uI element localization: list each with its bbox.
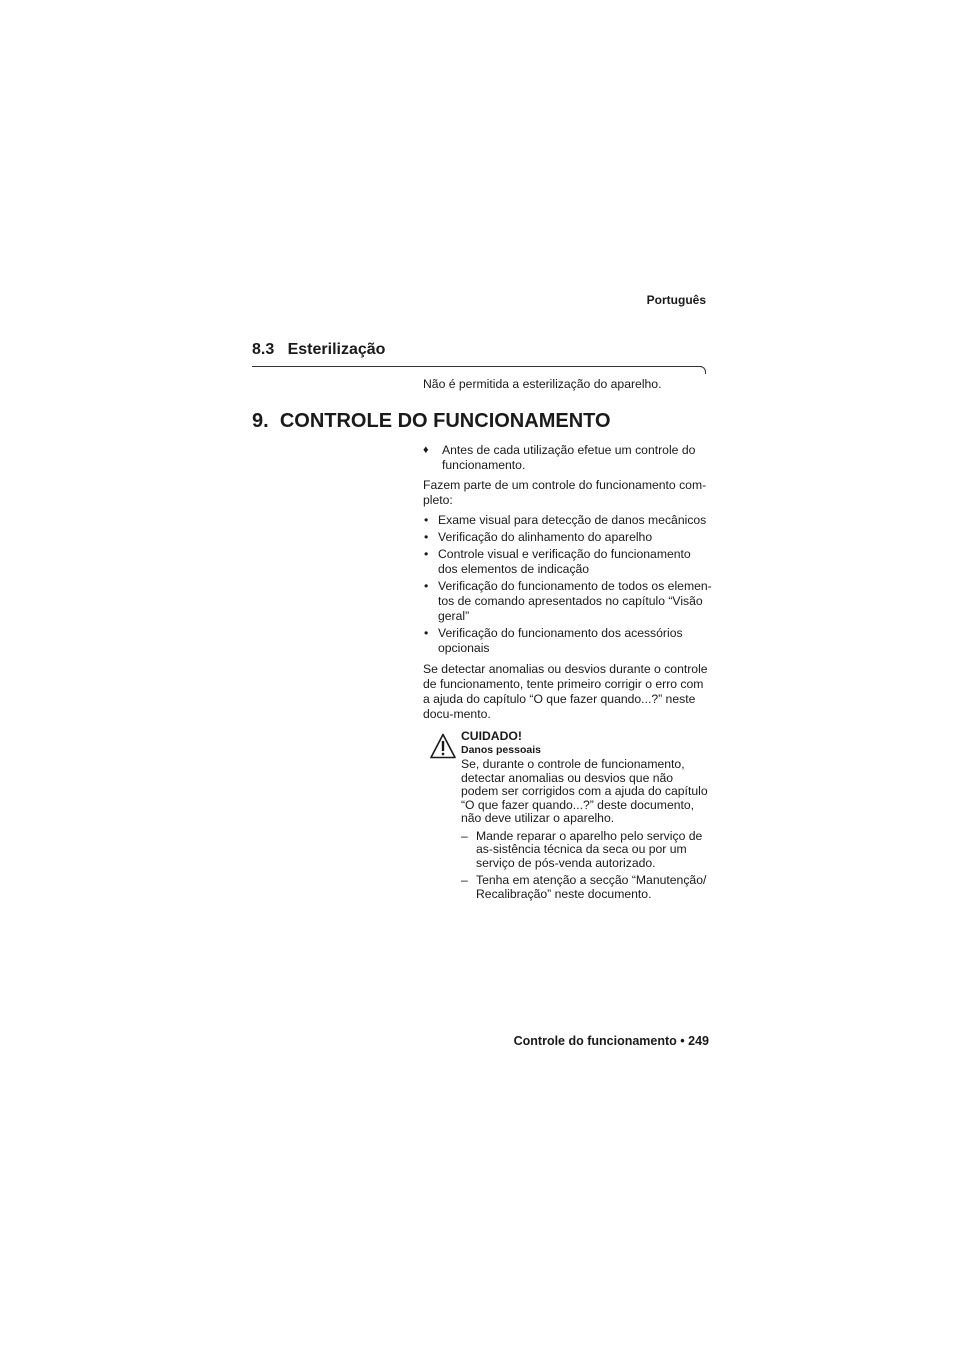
bullet-icon: • — [424, 626, 429, 640]
dash-bullet: – — [461, 828, 468, 843]
chapter-9-heading — [252, 410, 611, 433]
section-divider-end — [700, 366, 706, 374]
list-item-text: Verificação do funcionamento de todos os elemen-tos de comando apresentados no capítulo “Visão geral” — [438, 579, 712, 623]
page-footer: Controle do funcionamento • 249 — [513, 1034, 709, 1048]
list-item — [423, 626, 713, 656]
caution-block — [461, 729, 713, 901]
list-item-text: Verificação do alinhamento do aparelho — [438, 530, 653, 544]
check-list — [423, 513, 713, 658]
anomaly-paragraph: Se detectar anomalias ou desvios durante o controle de funcionamento, tente primeiro corrigir o erro com a ajuda do capítulo “O que fazer quando...?” neste docu-mento. — [423, 662, 708, 721]
section-number: 8.3 — [252, 341, 275, 358]
caution-title: CUIDADO! — [461, 729, 522, 743]
caution-step — [461, 874, 713, 901]
list-item — [423, 513, 713, 528]
intro-paragraph: Fazem parte de um controle do funcionamento com-pleto: — [423, 478, 707, 507]
list-item — [423, 530, 713, 545]
section-divider — [252, 366, 702, 367]
warning-triangle-icon — [430, 733, 456, 759]
diamond-bullet-icon: ♦ — [423, 444, 429, 456]
bullet-icon: • — [424, 579, 429, 593]
bullet-icon: • — [424, 513, 429, 527]
caution-subtitle: Danos pessoais — [461, 744, 541, 756]
bullet-icon: • — [424, 547, 429, 561]
caution-text: Se, durante o controle de funcionamento, detectar anomalias ou desvios que não podem ser corrigidos com a ajuda do capítulo “O que fazer quando...?” deste documento, não deve utilizar o aparelho. — [461, 757, 708, 825]
list-item-text: Verificação do funcionamento dos acessórios opcionais — [438, 626, 683, 655]
section-8-3-heading — [252, 341, 385, 359]
section-title: Esterilização — [287, 341, 386, 358]
action-step-text: Antes de cada utilização efetue um controle do funcionamento. — [442, 443, 696, 472]
caution-step — [461, 830, 713, 871]
sterilization-note: Não é permitida a esterilização do aparelho. — [423, 377, 662, 391]
caution-step-text: Tenha em atenção a secção “Manutenção/ Recalibração” neste documento. — [476, 873, 707, 901]
dash-bullet: – — [461, 873, 468, 887]
list-item-text: Controle visual e verificação do funcionamento dos elementos de indicação — [438, 547, 691, 576]
list-item — [423, 579, 713, 624]
language-label: Português — [646, 293, 706, 307]
chapter-title: CONTROLE DO FUNCIONAMENTO — [279, 410, 611, 432]
caution-step-text: Mande reparar o aparelho pelo serviço de as-sistência técnica da seca ou por um serviço de pós-venda autorizado. — [476, 828, 703, 870]
list-item — [423, 547, 713, 577]
chapter-number: 9. — [252, 410, 269, 432]
bullet-icon: • — [424, 530, 429, 544]
list-item-text: Exame visual para detecção de danos mecânicos — [438, 513, 707, 527]
